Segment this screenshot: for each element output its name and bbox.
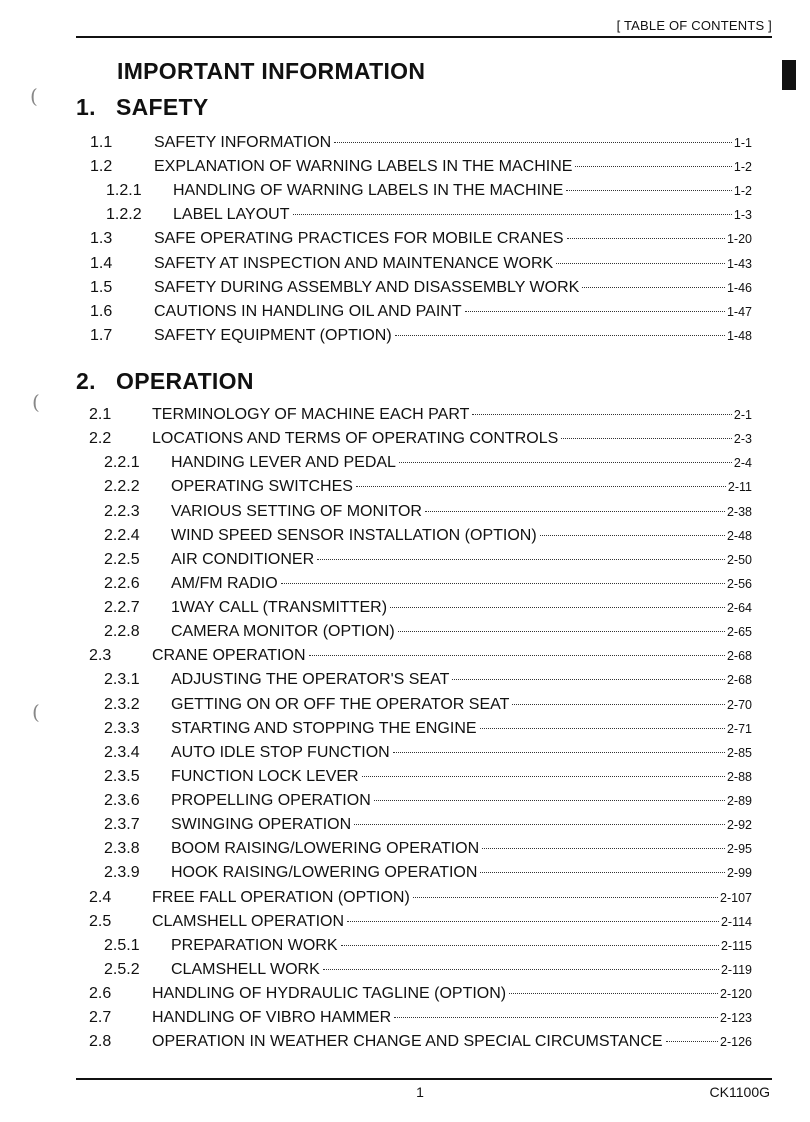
toc-entry-title: VARIOUS SETTING OF MONITOR — [171, 502, 422, 520]
toc-entry[interactable] — [0, 500, 810, 524]
dot-leader — [341, 945, 719, 946]
toc-entry-line — [152, 1030, 752, 1054]
toc-entry-line — [152, 1006, 752, 1030]
toc-entry-title: AM/FM RADIO — [171, 574, 278, 592]
dot-leader — [309, 655, 725, 656]
toc-entry-page: 1-2 — [733, 160, 752, 175]
toc-entry[interactable] — [0, 837, 810, 861]
section-heading-operation — [76, 368, 254, 395]
dot-leader — [354, 824, 725, 825]
page-number: 1 — [416, 1084, 424, 1100]
toc-entry-title: BOOM RAISING/LOWERING OPERATION — [171, 840, 480, 858]
toc-entry-title: LOCATIONS AND TERMS OF OPERATING CONTROLS — [152, 430, 559, 448]
dot-leader — [567, 238, 725, 239]
toc-entry-title: EXPLANATION OF WARNING LABELS IN THE MACHINE — [154, 158, 573, 176]
toc-entry-number: 2.2.7 — [104, 599, 140, 617]
dot-leader — [393, 752, 725, 753]
dot-leader — [356, 486, 726, 487]
toc-entry[interactable] — [0, 861, 810, 885]
dot-leader — [480, 728, 725, 729]
toc-entry-number: 1.1 — [90, 134, 113, 151]
toc-entry-number: 1.6 — [90, 302, 113, 320]
dot-leader — [556, 263, 725, 264]
toc-entry[interactable] — [0, 548, 810, 572]
dot-leader — [509, 993, 718, 994]
dot-leader — [293, 214, 732, 215]
model-name: CK1100G — [709, 1084, 770, 1100]
toc-entry-page: 2-68 — [726, 649, 752, 664]
toc-entry-number: 2.2 — [89, 430, 112, 448]
toc-entry-number: 2.2.8 — [104, 623, 140, 641]
toc-entry-line — [152, 886, 752, 910]
toc-entry-number: 2.2.5 — [104, 550, 140, 568]
toc-entry[interactable] — [0, 203, 810, 227]
toc-entry-title: HANDLING OF VIBRO HAMMER — [152, 1009, 392, 1027]
toc-entry[interactable] — [0, 886, 810, 910]
toc-entry[interactable] — [0, 300, 810, 324]
toc-entry-number: 2.3.1 — [104, 671, 140, 689]
toc-entry-page: 2-68 — [726, 673, 752, 688]
toc-entry-title: HOOK RAISING/LOWERING OPERATION — [171, 864, 478, 882]
toc-entry-page: 1-1 — [733, 136, 752, 150]
header-section-tag: [ TABLE OF CONTENTS ] — [616, 18, 772, 33]
toc-entry-page: 2-4 — [733, 456, 752, 471]
toc-entry[interactable] — [0, 131, 810, 155]
toc-entry-page: 2-85 — [726, 745, 752, 760]
toc-entry-line — [171, 500, 752, 524]
toc-entry-title: OPERATION IN WEATHER CHANGE AND SPECIAL CIRCUMSTANCE — [152, 1033, 663, 1051]
toc-entry-title: LABEL LAYOUT — [173, 206, 290, 224]
dot-leader — [413, 897, 718, 898]
toc-entry-line — [154, 276, 752, 300]
toc-entry[interactable] — [0, 958, 810, 982]
toc-entry-title: WIND SPEED SENSOR INSTALLATION (OPTION) — [171, 526, 537, 544]
dot-leader — [394, 1017, 718, 1018]
toc-entry[interactable] — [0, 934, 810, 958]
toc-entry-page: 2-11 — [727, 480, 752, 495]
toc-entry-title: HANDLING OF HYDRAULIC TAGLINE (OPTION) — [152, 985, 507, 1003]
toc-entry-title: SAFETY DURING ASSEMBLY AND DISASSEMBLY WORK — [154, 278, 580, 296]
toc-entry-line — [171, 668, 752, 692]
scan-mark: ( — [30, 84, 38, 108]
toc-entry-title: ADJUSTING THE OPERATOR'S SEAT — [171, 671, 450, 689]
toc-entry-line — [152, 910, 752, 934]
toc-entry-number: 2.7 — [89, 1009, 112, 1027]
toc-entry-title: CLAMSHELL OPERATION — [152, 912, 345, 930]
dot-leader — [395, 335, 725, 336]
toc-entry-title: HANDING LEVER AND PEDAL — [171, 454, 396, 472]
toc-entry[interactable] — [0, 324, 810, 348]
toc-entry-title: SAFETY INFORMATION — [154, 134, 332, 151]
toc-entry-line — [171, 789, 752, 813]
toc-entry-page: 2-99 — [726, 866, 752, 881]
toc-entry-page: 1-3 — [733, 208, 752, 223]
toc-entry-page: 2-115 — [720, 938, 752, 953]
dot-leader — [425, 511, 725, 512]
toc-entry-number: 2.3.4 — [104, 743, 140, 761]
toc-entry[interactable] — [0, 741, 810, 765]
section-title: SAFETY — [116, 94, 209, 120]
toc-entry[interactable] — [0, 668, 810, 692]
toc-entry-page: 1-20 — [726, 232, 752, 247]
toc-entry-title: HANDLING OF WARNING LABELS IN THE MACHINE — [173, 182, 564, 200]
toc-entry-page: 1-47 — [726, 304, 752, 319]
toc-entry-title: SAFE OPERATING PRACTICES FOR MOBILE CRANES — [154, 230, 564, 248]
dot-leader — [465, 311, 725, 312]
toc-entry-title: PREPARATION WORK — [171, 936, 338, 954]
toc-entry[interactable] — [0, 572, 810, 596]
toc-entry-title: OPERATING SWITCHES — [171, 478, 353, 496]
toc-entry-page: 2-38 — [726, 504, 752, 519]
toc-entry-number: 2.3.3 — [104, 719, 140, 737]
toc-entry-page: 2-1 — [733, 408, 752, 422]
toc-entry[interactable] — [0, 717, 810, 741]
top-divider — [76, 36, 772, 38]
toc-entry-title: SAFETY AT INSPECTION AND MAINTENANCE WORK — [154, 254, 554, 272]
dot-leader — [334, 142, 732, 143]
dot-leader — [452, 679, 725, 680]
bottom-divider — [76, 1078, 772, 1080]
toc-entry-number: 2.5 — [89, 912, 112, 930]
section-number: 1. — [76, 94, 96, 120]
toc-entry-number: 2.3.6 — [104, 792, 140, 810]
main-title: IMPORTANT INFORMATION — [117, 58, 426, 84]
toc-entry[interactable] — [0, 524, 810, 548]
toc-entry-page: 2-56 — [726, 576, 752, 591]
toc-entry[interactable] — [0, 451, 810, 475]
toc-entry[interactable] — [0, 596, 810, 620]
toc-entry-line — [173, 203, 752, 227]
toc-entry-line — [171, 524, 752, 548]
toc-entry-page: 2-107 — [720, 890, 752, 905]
toc-entry-page: 2-114 — [720, 914, 752, 929]
toc-entry-line — [171, 958, 752, 982]
toc-entry-number: 2.3.9 — [104, 864, 140, 882]
dot-leader — [399, 462, 732, 463]
toc-entry-number: 2.3.8 — [104, 840, 140, 858]
dot-leader — [540, 535, 725, 536]
toc-entry-line — [152, 427, 752, 451]
toc-entry[interactable] — [0, 693, 810, 717]
toc-entry[interactable] — [0, 179, 810, 203]
toc-entry-page: 2-89 — [726, 794, 752, 809]
dot-leader — [482, 848, 725, 849]
toc-entry-page: 2-50 — [726, 552, 752, 567]
toc-entry-line — [171, 813, 752, 837]
toc-entry-page: 2-123 — [720, 1011, 752, 1026]
dot-leader — [317, 559, 725, 560]
section-index-tab — [782, 60, 796, 90]
toc-entry-title: AIR CONDITIONER — [171, 550, 315, 568]
dot-leader — [472, 414, 732, 415]
toc-entry-number: 2.3.7 — [104, 816, 140, 834]
toc-entry[interactable] — [0, 403, 810, 427]
toc-entry-number: 1.2.1 — [106, 182, 142, 200]
toc-entry-page: 2-65 — [726, 625, 752, 640]
toc-entry[interactable] — [0, 475, 810, 499]
toc-entry-line — [154, 252, 752, 276]
toc-entry-page: 1-2 — [733, 184, 752, 199]
toc-entry[interactable] — [0, 227, 810, 251]
toc-entry-line — [171, 741, 752, 765]
toc-entry-line — [171, 765, 752, 789]
dot-leader — [575, 166, 731, 167]
toc-entry[interactable] — [0, 789, 810, 813]
toc-entry-title: CLAMSHELL WORK — [171, 960, 320, 978]
toc-entry-number: 2.1 — [89, 406, 112, 423]
toc-entry-line — [171, 934, 752, 958]
toc-entry[interactable] — [0, 910, 810, 934]
toc-entry-title: STARTING AND STOPPING THE ENGINE — [171, 719, 477, 737]
toc-entry-line — [171, 620, 752, 644]
toc-entry-number: 2.3.5 — [104, 767, 140, 785]
toc-entry-line — [171, 596, 752, 620]
toc-entry-title: FUNCTION LOCK LEVER — [171, 767, 359, 785]
dot-leader — [512, 704, 725, 705]
toc-entry-title: CRANE OPERATION — [152, 647, 306, 665]
toc-entry-number: 2.4 — [89, 888, 112, 906]
scan-mark: ( — [32, 700, 40, 724]
toc-entry-line — [173, 179, 752, 203]
toc-entry-number: 2.2.6 — [104, 574, 140, 592]
toc-entry-title: SAFETY EQUIPMENT (OPTION) — [154, 326, 392, 344]
toc-entry-line — [171, 861, 752, 885]
toc-entry-line — [154, 155, 752, 179]
toc-entry-line — [171, 693, 752, 717]
toc-entry-number: 2.6 — [89, 985, 112, 1003]
toc-entry-number: 1.2.2 — [106, 206, 142, 224]
toc-entry-page: 2-120 — [720, 987, 752, 1002]
toc-entry-line — [152, 644, 752, 668]
dot-leader — [390, 607, 725, 608]
toc-entry-line — [152, 982, 752, 1006]
toc-entry-title: GETTING ON OR OFF THE OPERATOR SEAT — [171, 695, 510, 713]
dot-leader — [561, 438, 732, 439]
toc-entry-number: 2.5.2 — [104, 960, 140, 978]
toc-entry-number: 1.3 — [90, 230, 113, 248]
toc-entry-page: 2-95 — [726, 842, 752, 857]
toc-entry-title: AUTO IDLE STOP FUNCTION — [171, 743, 390, 761]
dot-leader — [347, 921, 719, 922]
toc-entry-title: FREE FALL OPERATION (OPTION) — [152, 888, 410, 906]
toc-entry[interactable] — [0, 276, 810, 300]
dot-leader — [566, 190, 732, 191]
toc-entry-number: 1.2 — [90, 158, 113, 176]
scan-mark: ( — [32, 390, 40, 414]
toc-entry[interactable] — [0, 252, 810, 276]
dot-leader — [362, 776, 725, 777]
toc-entry-page: 2-3 — [733, 432, 752, 447]
toc-entry-title: 1WAY CALL (TRANSMITTER) — [171, 599, 388, 617]
toc-entry-page: 1-46 — [726, 280, 752, 295]
toc-entry-page: 2-70 — [726, 697, 752, 712]
toc-entry-page: 2-92 — [726, 818, 752, 833]
toc-entry-page: 1-43 — [726, 256, 752, 271]
toc-entry-page: 2-64 — [726, 601, 752, 616]
toc-entry-title: CAUTIONS IN HANDLING OIL AND PAINT — [154, 302, 462, 320]
toc-entry-title: SWINGING OPERATION — [171, 816, 352, 834]
toc-entry-number: 2.2.1 — [104, 454, 140, 472]
toc-entry-title: TERMINOLOGY OF MACHINE EACH PART — [152, 406, 470, 423]
toc-entry-page: 2-71 — [726, 721, 752, 736]
toc-entry-line — [171, 717, 752, 741]
toc-entry-page: 2-88 — [726, 769, 752, 784]
toc-entry-line — [171, 475, 752, 499]
toc-entry-number: 2.2.2 — [104, 478, 140, 496]
toc-entry-number: 2.2.3 — [104, 502, 140, 520]
section-heading-safety — [76, 94, 209, 121]
toc-entry-number: 1.4 — [90, 254, 113, 272]
toc-entry-line — [171, 572, 752, 596]
toc-entry-page: 2-119 — [720, 962, 752, 977]
dot-leader — [666, 1041, 718, 1042]
toc-entry-number: 1.5 — [90, 278, 113, 296]
toc-entry-line — [154, 227, 752, 251]
toc-entry[interactable] — [0, 765, 810, 789]
toc-entry-number: 2.5.1 — [104, 936, 140, 954]
dot-leader — [323, 969, 719, 970]
toc-entry-number: 2.3.2 — [104, 695, 140, 713]
toc-entry-line — [171, 451, 752, 475]
dot-leader — [281, 583, 725, 584]
toc-entry-line — [171, 548, 752, 572]
toc-entry[interactable] — [0, 644, 810, 668]
toc-entry-number: 2.3 — [89, 647, 112, 665]
toc-entry-title: PROPELLING OPERATION — [171, 792, 371, 810]
toc-entry-number: 2.2.4 — [104, 526, 140, 544]
toc-entry[interactable] — [0, 982, 810, 1006]
dot-leader — [398, 631, 725, 632]
toc-entry[interactable] — [0, 1006, 810, 1030]
toc-entry-number: 1.7 — [90, 326, 113, 344]
section-title: OPERATION — [116, 368, 254, 394]
toc-entry[interactable] — [0, 155, 810, 179]
toc-entry-line — [154, 131, 752, 155]
dot-leader — [374, 800, 725, 801]
dot-leader — [480, 872, 725, 873]
toc-entry[interactable] — [0, 620, 810, 644]
toc-entry-number: 2.8 — [89, 1033, 112, 1051]
toc-entry[interactable] — [0, 813, 810, 837]
toc-entry[interactable] — [0, 1030, 810, 1054]
toc-entry-title: CAMERA MONITOR (OPTION) — [171, 623, 395, 641]
toc-entry[interactable] — [0, 427, 810, 451]
toc-entry-line — [152, 403, 752, 427]
toc-entry-page: 2-126 — [720, 1035, 752, 1050]
toc-entry-line — [154, 324, 752, 348]
dot-leader — [582, 287, 725, 288]
toc-entry-page: 1-48 — [726, 328, 752, 343]
section-number: 2. — [76, 368, 96, 394]
toc-entry-line — [154, 300, 752, 324]
toc-entry-page: 2-48 — [726, 528, 752, 543]
toc-entry-line — [171, 837, 752, 861]
